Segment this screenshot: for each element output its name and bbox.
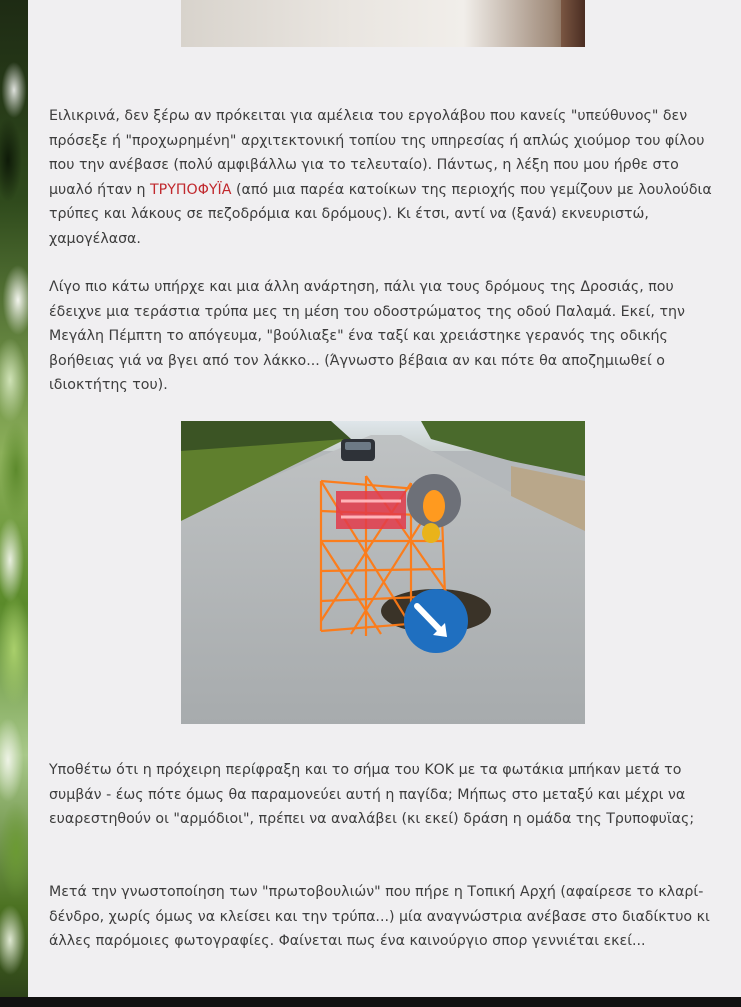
foliage-background [0, 0, 28, 1007]
paragraph-2: Λίγο πιο κάτω υπήρχε και μια άλλη ανάρτηση, πάλι για τους δρόμους της Δροσιάς, που έδειχνε μια τεράστια τρύπα μες τη μέση του οδοστρώματος της οδού Παλαμά. Εκεί, την Μεγάλη Πέμπτη το απόγευμα, "βούλιαξε" ένα ταξί και χρειάστηκε γερανός της οδικής βοήθειας γιά να βγει από τον λάκκο... (Άγνωστο βέβαια αν και πότε θα αποζημιωθεί ο ιδιοκτήτης του). [49, 279, 685, 393]
bottom-border [0, 997, 741, 1007]
paragraph-3: Υποθέτω ότι η πρόχειρη περίφραξη και το σήμα του ΚΟΚ με τα φωτάκια μπήκαν μετά το συμβάν - έως πότε όμως θα παραμονεύει αυτή η παγίδα; Μήπως στο μεταξύ και μέχρι να ευαρεστηθούν οι "αρμόδιοι", πρέπει να αναλάβει (κι εκεί) δράση η ομάδα της Τρυποφυϊας; [49, 762, 695, 827]
pothole-photo [181, 421, 585, 724]
paragraph-4: Μετά την γνωστοποίηση των "πρωτοβουλιών" που πήρε η Τοπική Αρχή (αφαίρεσε το κλαρί-δένδρο, χωρίς όμως να κλείσει και την τρύπα...) μία αναγνώστρια ανέβασε στο διαδίκτυο κι άλλες παρόμοιες φωτογραφίες. Φαίνεται πως ένα καινούργιο σπορ γεννιέται εκεί... [49, 884, 710, 949]
paragraph-1 [49, 104, 719, 251]
post-content [28, 0, 741, 997]
trypofyia-link[interactable]: ΤΡΥΠΟΦΥΪΑ [150, 181, 232, 198]
paragraph-1-text: Ειλικρινά, δεν ξέρω αν πρόκειται για αμέλεια του εργολάβου που κανείς "υπεύθυνος" δεν πρόσεξε ή "προχωρημένη" αρχιτεκτονική τοπίου της υπηρεσίας ή απλώς χιούμορ του φίλου που την ανέβασε (πολύ αμφιβάλλω για το τελευταίο). Πάντως, η λέξη που μου ήρθε στο μυαλό ήταν η [49, 108, 705, 198]
road-photo-top [181, 0, 585, 47]
pothole-image [181, 421, 585, 724]
paragraph-1-text-end: (από μια παρέα κατοίκων της περιοχής που γεμίζουν με λουλούδια τρύπες και λάκους σε πεζοδρόμια και δρόμους). Κι έτσι, αντί να (ξανά) εκνευριστώ, χαμογέλασα. [49, 181, 712, 247]
car-edge [561, 0, 585, 47]
